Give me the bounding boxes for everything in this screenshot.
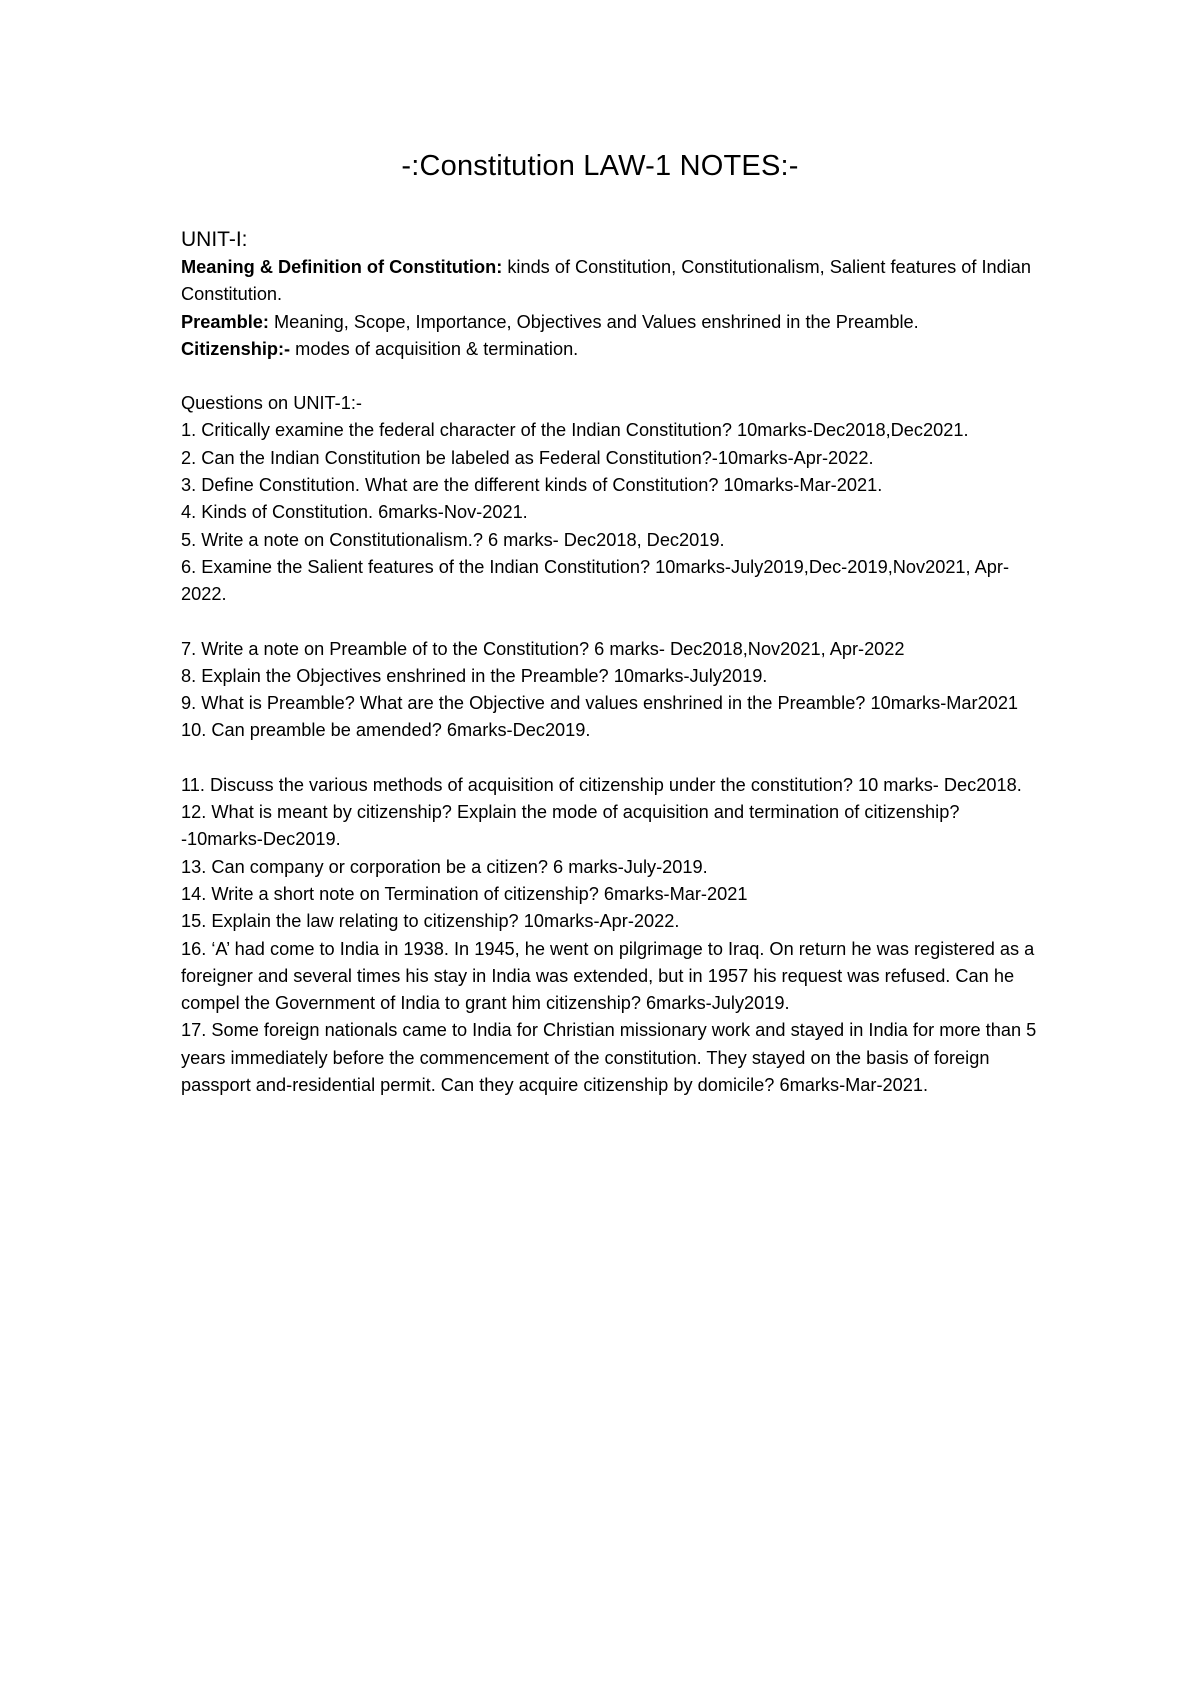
question-item: 8. Explain the Objectives enshrined in the Preamble? 10marks-July2019. (181, 665, 768, 686)
topic-text: modes of acquisition & termination. (290, 338, 579, 359)
question-item: 11. Discuss the various methods of acquisition of citizenship under the constitution? 10 marks- Dec2018. (181, 774, 1022, 795)
unit-topic-citizenship (181, 336, 1041, 363)
questions-heading: Questions on UNIT-1:- (181, 393, 362, 414)
topic-text: Meaning, Scope, Importance, Objectives and Values enshrined in the Preamble. (268, 311, 919, 332)
unit-heading: UNIT-I: (181, 228, 248, 251)
unit-topic-preamble (181, 309, 1041, 336)
question-item: 14. Write a short note on Termination of citizenship? 6marks-Mar-2021 (181, 883, 748, 904)
question-item: 9. What is Preamble? What are the Objective and values enshrined in the Preamble? 10marks-Mar2021 (181, 693, 1019, 714)
question-item: 7. Write a note on Preamble of to the Constitution? 6 marks- Dec2018,Nov2021, Apr-2022 (181, 638, 905, 659)
question-item: 16. ‘A’ had come to India in 1938. In 1945, he went on pilgrimage to Iraq. On return he was registered as a foreigner and several times his stay in India was extended, but in 1957 his request was refused. Can he compel the Government of India to grant him citizenship? 6marks-July2019. (181, 938, 1035, 1014)
question-item: 5. Write a note on Constitutionalism.? 6 marks- Dec2018, Dec2019. (181, 529, 725, 550)
question-item: 12. What is meant by citizenship? Explain the mode of acquisition and termination of citizenship? -10marks-Dec2019. (181, 802, 960, 850)
question-item: 3. Define Constitution. What are the different kinds of Constitution? 10marks-Mar-2021. (181, 475, 883, 496)
question-item: 6. Examine the Salient features of the Indian Constitution? 10marks-July2019,Dec-2019,Nov2021, Apr-2022. (181, 556, 1010, 605)
topic-label: Citizenship:- (181, 338, 291, 359)
question-item: 4. Kinds of Constitution. 6marks-Nov-2021. (181, 502, 528, 523)
question-item: 10. Can preamble be amended? 6marks-Dec2019. (181, 720, 591, 741)
spacer (181, 745, 1041, 772)
question-item: 1. Critically examine the federal character of the Indian Constitution? 10marks-Dec2018,Dec2021. (181, 420, 969, 441)
unit-topic-constitution (181, 254, 1041, 309)
document-body (181, 226, 1041, 1099)
topic-label: Preamble: (181, 311, 269, 332)
question-item: 2. Can the Indian Constitution be labeled as Federal Constitution?-10marks-Apr-2022. (181, 447, 874, 468)
page-title: -:Constitution LAW-1 NOTES:- (401, 150, 799, 182)
spacer (181, 609, 1041, 636)
question-item: 15. Explain the law relating to citizenship? 10marks-Apr-2022. (181, 911, 680, 932)
topic-label: Meaning & Definition of Constitution: (181, 257, 503, 277)
topic-text: kinds of Constitution, Constitutionalism, Salient features of Indian Constitution. (181, 257, 1031, 305)
question-item: 17. Some foreign nationals came to India for Christian missionary work and stayed in India for more than 5 years immediately before the commencement of the constitution. They stayed on the basis of foreign passport and-residential permit. Can they acquire citizenship by domicile? 6marks-Mar-2021. (181, 1020, 1037, 1096)
question-item: 13. Can company or corporation be a citizen? 6 marks-July-2019. (181, 856, 708, 877)
spacer (181, 363, 1041, 390)
